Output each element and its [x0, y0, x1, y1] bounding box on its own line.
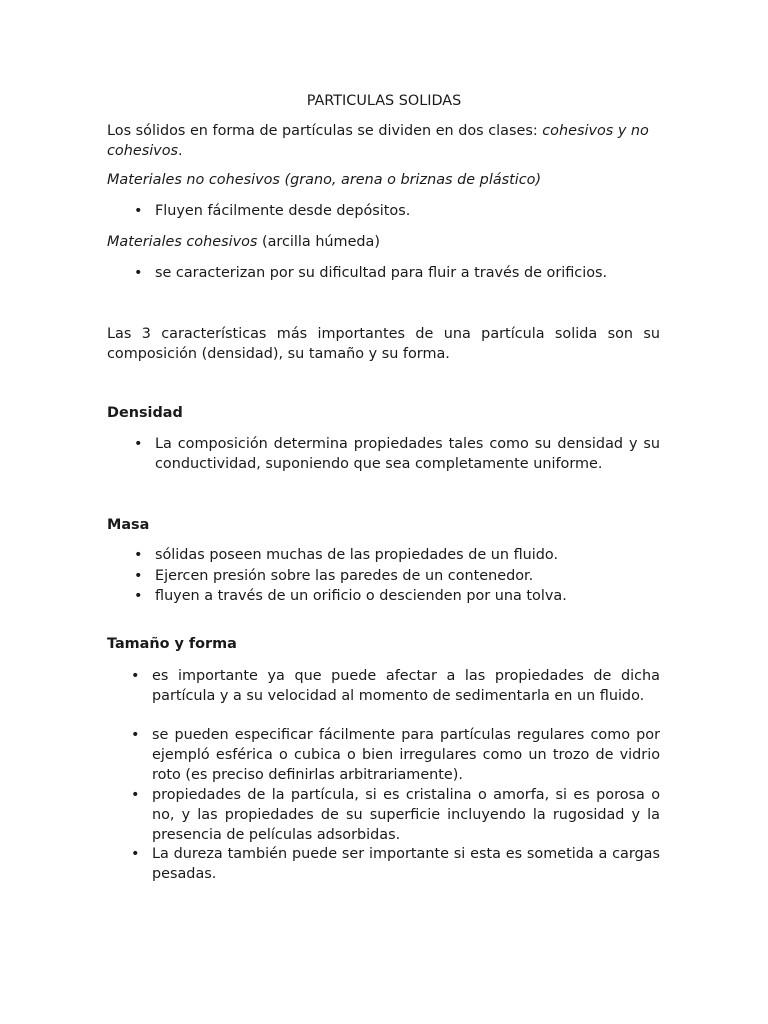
list-item: [131, 785, 660, 845]
bullet-icon: •: [134, 203, 143, 219]
bullet-icon: •: [131, 787, 140, 803]
list-item: [131, 725, 660, 785]
list-item-text: Ejercen presión sobre las paredes de un contenedor.: [155, 568, 534, 584]
section-heading-densidad: Densidad: [107, 405, 183, 421]
section-heading-masa: Masa: [107, 517, 150, 533]
intro-paragraph: [107, 121, 660, 161]
list-item-text: se caracterizan por su dificultad para fluir a través de orificios.: [155, 265, 608, 281]
bullet-icon: •: [134, 588, 143, 604]
list-item: [134, 434, 660, 474]
list-item: [134, 263, 660, 283]
cohesivos-label-rest: (arcilla húmeda): [257, 234, 380, 250]
bullet-icon: •: [131, 727, 140, 743]
list-item: [134, 586, 660, 606]
list-item-text: es importante ya que puede afectar a las propiedades de dicha partícula y a su velocidad al momento de sedimentarla en un fluido.: [152, 668, 660, 704]
no-cohesivos-label-text: Materiales no cohesivos (grano, arena o briznas de plástico): [107, 172, 542, 188]
list-item-text: La dureza también puede ser importante si esta es sometida a cargas pesadas.: [152, 846, 660, 882]
bullet-icon: •: [134, 568, 143, 584]
list-item-text: sólidas poseen muchas de las propiedades de un fluido.: [155, 547, 559, 563]
list-item-text: Fluyen fácilmente desde depósitos.: [155, 203, 411, 219]
list-item: [134, 566, 660, 586]
bullet-icon: •: [134, 265, 143, 281]
intro-text: Los sólidos en forma de partículas se dividen en dos clases:: [107, 123, 543, 139]
cohesivos-label-italic: Materiales cohesivos: [107, 234, 258, 250]
list-item: [131, 844, 660, 884]
cohesivos-label: [107, 232, 660, 252]
list-item: [134, 545, 660, 565]
bullet-icon: •: [131, 846, 140, 862]
section-heading-tamano: Tamaño y forma: [107, 636, 237, 652]
bullet-icon: •: [134, 436, 143, 452]
list-item: [134, 201, 660, 221]
list-item-text: propiedades de la partícula, si es cristalina o amorfa, si es porosa o no, y las propiedades de su superficie incluyendo la rugosidad y la presencia de películas adsorbidas.: [152, 787, 660, 843]
intro-end: .: [178, 143, 183, 159]
list-item-text: fluyen a través de un orificio o descienden por una tolva.: [155, 588, 567, 604]
no-cohesivos-label: [107, 170, 660, 190]
document-title: PARTICULAS SOLIDAS: [306, 93, 462, 109]
caracteristicas-paragraph: Las 3 características más importantes de una partícula solida son su composición (densidad), su tamaño y su forma.: [107, 326, 660, 362]
list-item-text: se pueden especificar fácilmente para partículas regulares como por ejempló esférica o cubica o bien irregulares como un trozo de vidrio roto (es preciso definirlas arbitrariamente).: [152, 727, 660, 783]
bullet-icon: •: [134, 547, 143, 563]
intro-italic: cohesivos y no cohesivos: [107, 123, 649, 159]
list-item-text: La composición determina propiedades tales como su densidad y su conductividad, suponiendo que sea completamente uniforme.: [155, 436, 660, 472]
list-item: [131, 666, 660, 706]
bullet-icon: •: [131, 668, 140, 684]
